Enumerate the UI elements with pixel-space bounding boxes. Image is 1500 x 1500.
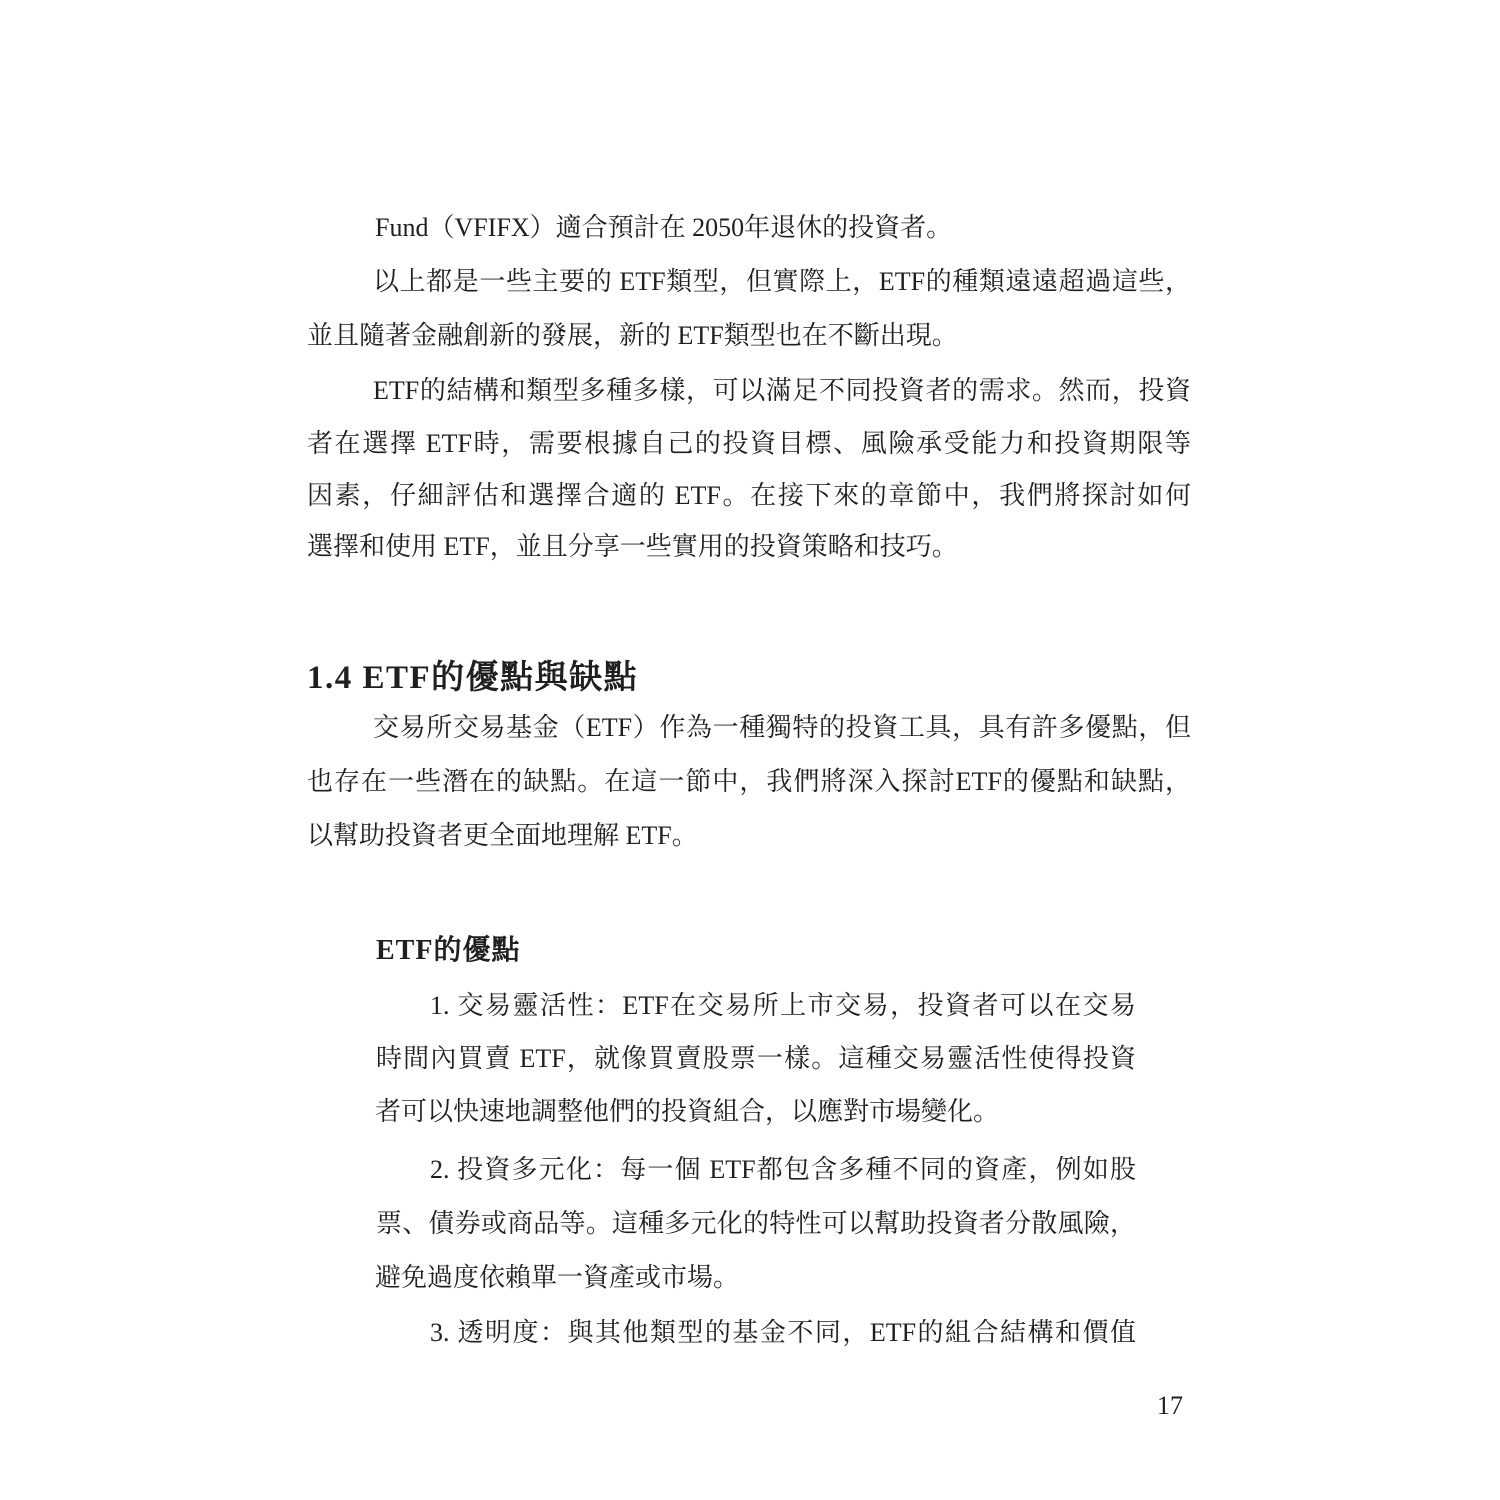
paragraph-line: 者在選擇 ETF時，需要根據自己的投資目標、風險承受能力和投資期限等 xyxy=(307,429,1191,458)
list-item-line: 避免過度依賴單一資產或市場。 xyxy=(375,1263,740,1292)
list-item-line: 2. 投資多元化：每一個 ETF都包含多種不同的資產，例如股 xyxy=(430,1155,1136,1184)
list-item-line: 票、債券或商品等。這種多元化的特性可以幫助投資者分散風險， xyxy=(376,1209,1136,1238)
paragraph-line: 交易所交易基金（ETF）作為一種獨特的投資工具，具有許多優點，但 xyxy=(373,713,1191,742)
page-number: 17 xyxy=(1157,1391,1183,1420)
section-heading: 1.4 ETF的優點與缺點 xyxy=(307,660,639,696)
paragraph-line: 以上都是一些主要的 ETF類型，但實際上，ETF的種類遠遠超過這些， xyxy=(373,267,1191,296)
list-item-line: 3. 透明度：與其他類型的基金不同，ETF的組合結構和價值 xyxy=(430,1318,1136,1347)
paragraph-line: ETF的結構和類型多種多樣，可以滿足不同投資者的需求。然而，投資 xyxy=(373,376,1191,405)
list-item-line: 1. 交易靈活性：ETF在交易所上市交易，投資者可以在交易 xyxy=(430,991,1136,1020)
advantages-heading: ETF的優點 xyxy=(376,935,521,966)
paragraph-line: 並且隨著金融創新的發展，新的 ETF類型也在不斷出現。 xyxy=(307,321,958,350)
paragraph-line: 以幫助投資者更全面地理解 ETF。 xyxy=(307,821,698,850)
paragraph-line: 也存在一些潛在的缺點。在這一節中，我們將深入探討ETF的優點和缺點， xyxy=(307,767,1191,796)
list-item-line: 時間內買賣 ETF，就像買賣股票一樣。這種交易靈活性使得投資 xyxy=(376,1044,1136,1073)
paragraph-line: 因素，仔細評估和選擇合適的 ETF。在接下來的章節中，我們將探討如何 xyxy=(307,481,1191,510)
paragraph-line: 選擇和使用 ETF，並且分享一些實用的投資策略和技巧。 xyxy=(307,532,958,561)
paragraph-line: Fund（VFIFX）適合預計在 2050年退休的投資者。 xyxy=(375,213,953,242)
list-item-line: 者可以快速地調整他們的投資組合，以應對市場變化。 xyxy=(375,1097,1000,1126)
